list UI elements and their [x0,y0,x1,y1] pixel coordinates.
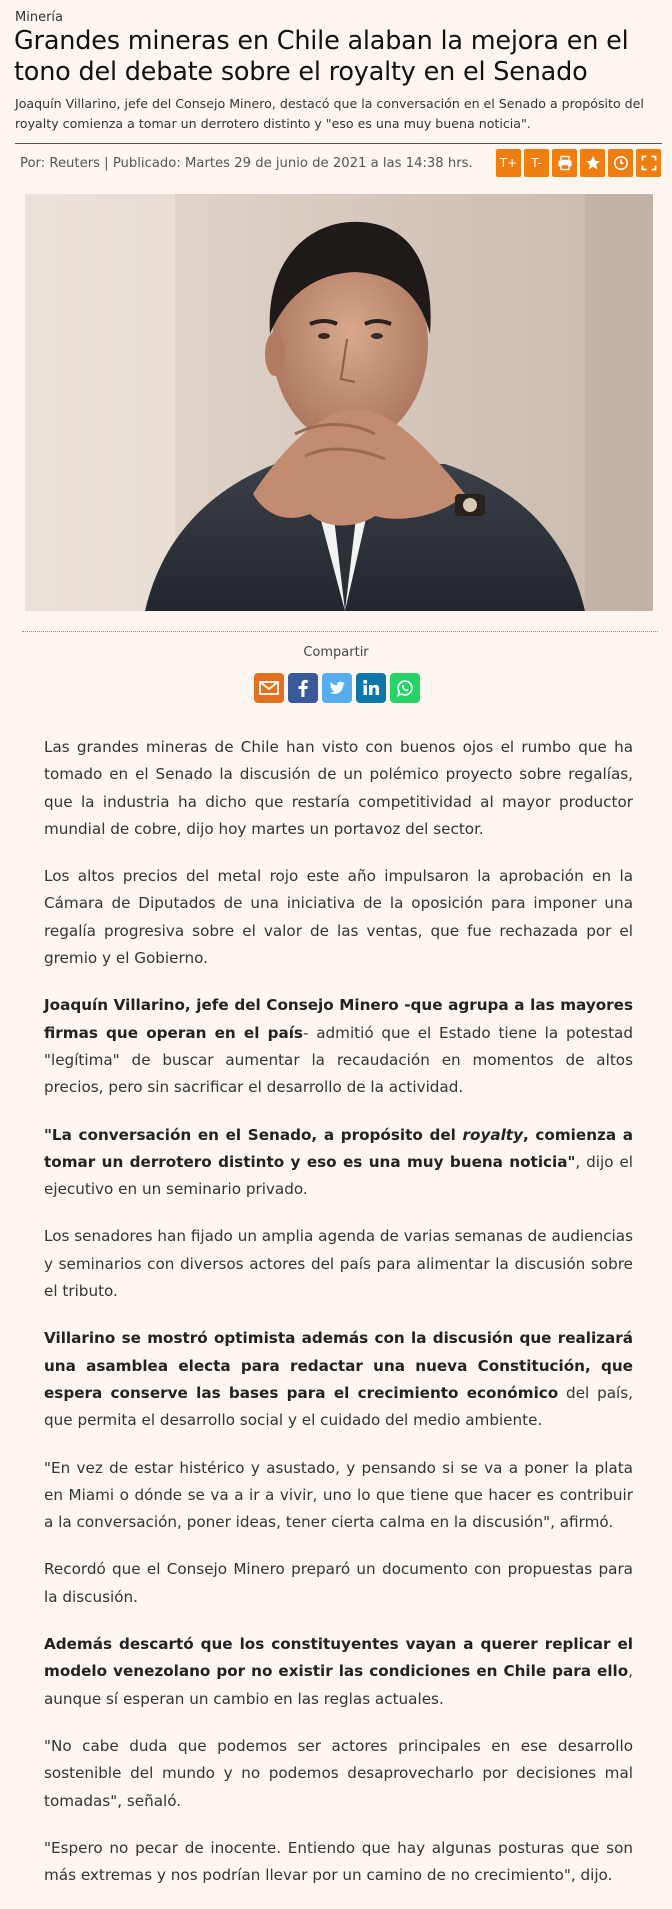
text: , dijo el ejecutivo en un seminario privado. [44,1152,634,1199]
portrait-illustration [25,194,653,611]
paragraph: "No cabe duda que podemos ser actores principales en ese desarrollo sostenible del mundo y no podemos desaprovecharlo por decisiones mal tomadas", señaló. [44,1736,633,1810]
clock-icon [613,155,629,171]
text: - admitió que el Estado tiene la potestad "legítima" de buscar aumentar la recaudación en momentos de altos precios, pero sin sacrificar el desarrollo de la actividad. [44,1023,633,1097]
email-icon [258,677,280,699]
favorite-button[interactable] [580,149,605,177]
lede: Joaquín Villarino, jefe del Consejo Minero, destacó que la conversación en el Senado a propósito del royalty comienza a tomar un derrotero distinto y "eso es una muy buena noticia". [15,96,644,131]
share-linkedin-button[interactable] [356,673,386,703]
paragraph: Los senadores han fijado un amplia agenda de varias semanas de audiencias y seminarios con diversos actores del país para alimentar la discusión sobre el tributo. [44,1227,633,1301]
twitter-icon [326,677,348,699]
font-increase-button[interactable]: T+ [496,149,521,177]
article-body [44,734,633,1909]
printer-icon [557,155,573,171]
share-label: Compartir [303,645,369,660]
divider [15,143,662,144]
facebook-icon [292,677,314,699]
paragraph: Recordó que el Consejo Minero preparó un documento con propuestas para la discusión. [44,1560,633,1606]
paragraph [44,1122,633,1204]
share-email-button[interactable] [254,673,284,703]
share-divider [22,631,658,632]
expand-icon [641,155,657,171]
italic-text: royalty [462,1125,523,1144]
paragraph: Los altos precios del metal rojo este año impulsaron la aprobación en la Cámara de Diputados de una iniciativa de la oposición para imponer una regalía progresiva sobre el valor de las ventas, que fue rechazada por el gremio y el Gobierno. [44,867,633,968]
paragraph: Las grandes mineras de Chile han visto con buenos ojos el rumbo que ha tomado en el Senado la discusión de un polémico proyecto sobre regalías, que la industria ha dicho que restaría competitividad al mayor productor mundial de cobre, dijo hoy martes un portavoz del sector. [44,738,633,838]
font-decrease-button[interactable]: T- [524,149,549,177]
bold-text: Villarino se mostró optimista además con la discusión que realizará una asamblea electa para redactar una nueva Constitución, que espera conserve las bases para el crecimiento económico [44,1329,633,1402]
history-button[interactable] [608,149,633,177]
bold-text: Joaquín Villarino, jefe del Consejo Minero -que agrupa a las mayores firmas que operan en el país [44,996,633,1042]
text: , aunque sí esperan un cambio en las reglas actuales. [44,1662,633,1708]
paragraph: "En vez de estar histérico y asustado, y pensando si se va a poner la plata en Miami o dónde se va a ir a vivir, uno lo que tiene que hacer es contribuir a la conversación, poner ideas, tener cierta calma en la discusión", afirmó. [44,1458,633,1532]
fullscreen-button[interactable] [636,149,661,177]
share-whatsapp-button[interactable] [390,673,420,703]
article-photo [25,194,653,611]
article-toolbar [496,149,661,177]
share-facebook-button[interactable] [288,673,318,703]
linkedin-icon [360,677,382,699]
paragraph [44,1631,633,1713]
section-label[interactable]: Minería [15,10,63,25]
bold-text: Además descartó que los constituyentes vayan a querer replicar el modelo venezolano por no existir las condiciones en Chile para ello [44,1635,633,1681]
byline: Por: Reuters | Publicado: Martes 29 de junio de 2021 a las 14:38 hrs. [20,156,473,171]
share-twitter-button[interactable] [322,673,352,703]
whatsapp-icon [394,677,416,699]
headline: Grandes mineras en Chile alaban la mejora en el tono del debate sobre el royalty en el Senado [14,26,629,87]
paragraph [44,1325,633,1434]
bold-text: "La conversación en el Senado, a propósito del royalty, comienza a tomar un derrotero distinto y eso es una muy buena noticia" [44,1125,634,1171]
text: del país, que permita el desarrollo social y el cuidado del medio ambiente. [44,1383,633,1430]
share-buttons [254,673,420,703]
print-button[interactable] [552,149,577,177]
paragraph [44,992,633,1101]
paragraph: "Espero no pecar de inocente. Entiendo que hay algunas posturas que son más extremas y nos podrían llevar por un camino de no crecimiento", dijo. [44,1838,633,1885]
star-icon [585,155,601,171]
